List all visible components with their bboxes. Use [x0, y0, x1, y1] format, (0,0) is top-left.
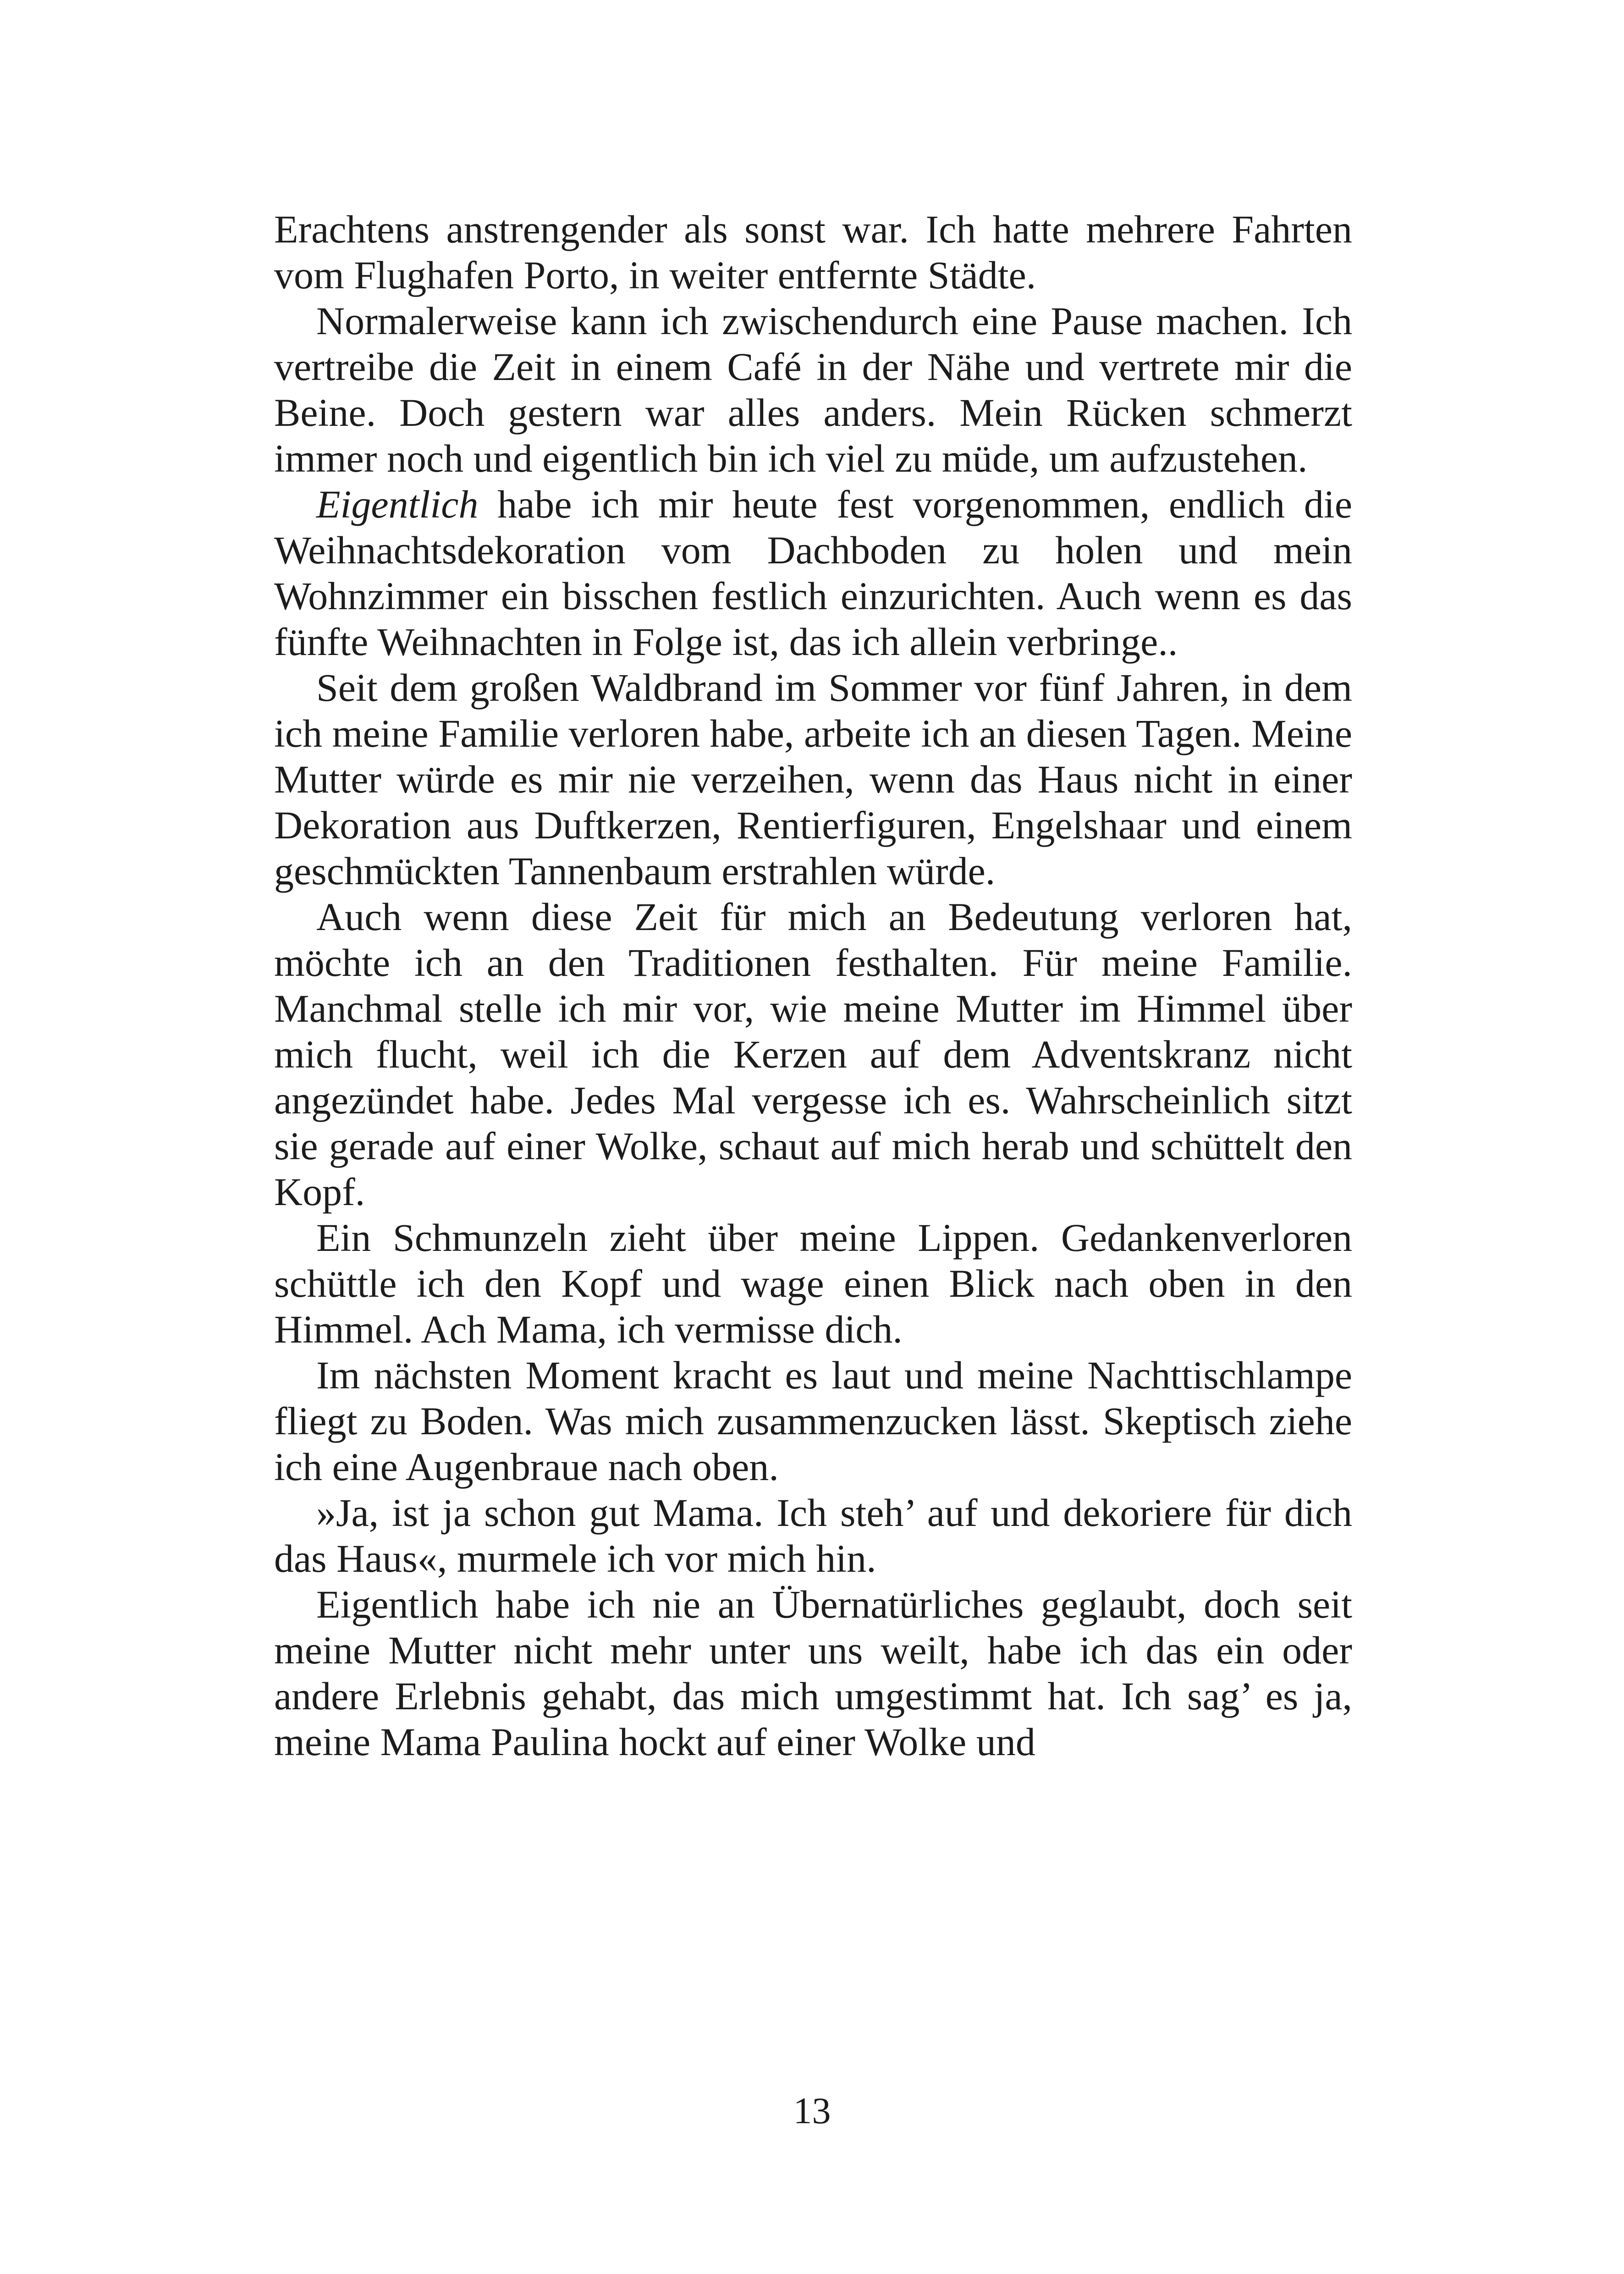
- paragraph-3: [274, 481, 1352, 665]
- paragraph-3-text: habe ich mir heute fest vorgenommen, endlich die Weihnachtsdekoration vom Dachboden zu holen und mein Wohnzimmer ein bisschen festlich einzurichten. Auch wenn es das fünfte Weihnachten in Folge ist, das ich allein verbringe..: [274, 482, 1352, 664]
- paragraph-4: Seit dem großen Waldbrand im Sommer vor fünf Jahren, in dem ich meine Familie verloren habe, arbeite ich an diesen Tagen. Meine Mutter würde es mir nie verzeihen, wenn das Haus nicht in einer Dekoration aus Duftkerzen, Rentierfiguren, Engelshaar und einem geschmückten Tannenbaum erstrahlen würde.: [274, 666, 1352, 893]
- page-number: 13: [793, 2090, 831, 2131]
- emphasized-word: Eigentlich: [316, 482, 479, 526]
- paragraph-9: Eigentlich habe ich nie an Übernatürliches geglaubt, doch seit meine Mutter nicht mehr unter uns weilt, habe ich das ein oder andere Erlebnis gehabt, das mich umgestimmt hat. Ich sag’ es ja, meine Mama Paulina hockt auf einer Wolke und: [274, 1582, 1352, 1764]
- paragraph-8: »Ja, ist ja schon gut Mama. Ich steh’ auf und dekoriere für dich das Haus«, murmele ich vor mich hin.: [274, 1491, 1352, 1580]
- paragraph-6: Ein Schmunzeln zieht über meine Lippen. Gedankenverloren schüttle ich den Kopf und wage einen Blick nach oben in den Himmel. Ach Mama, ich vermisse dich.: [274, 1216, 1352, 1351]
- paragraph-1: Erachtens anstrengender als sonst war. Ich hatte mehrere Fahrten vom Flughafen Porto, in weiter entfernte Städte.: [274, 207, 1352, 297]
- body-text: [274, 206, 1352, 1765]
- paragraph-2: Normalerweise kann ich zwischendurch eine Pause machen. Ich vertreibe die Zeit in einem Café in der Nähe und vertrete mir die Beine. Doch gestern war alles anders. Mein Rücken schmerzt immer noch und eigentlich bin ich viel zu müde, um aufzustehen.: [274, 299, 1352, 480]
- paragraph-7: Im nächsten Moment kracht es laut und meine Nachttischlampe fliegt zu Boden. Was mich zusammenzucken lässt. Skeptisch ziehe ich eine Augenbraue nach oben.: [274, 1353, 1352, 1489]
- paragraph-5: Auch wenn diese Zeit für mich an Bedeutung verloren hat, möchte ich an den Traditionen festhalten. Für meine Familie. Manchmal stelle ich mir vor, wie meine Mutter im Himmel über mich flucht, weil ich die Kerzen auf dem Adventskranz nicht angezündet habe. Jedes Mal vergesse ich es. Wahrscheinlich sitzt sie gerade auf einer Wolke, schaut auf mich herab und schüttelt den Kopf.: [274, 895, 1352, 1214]
